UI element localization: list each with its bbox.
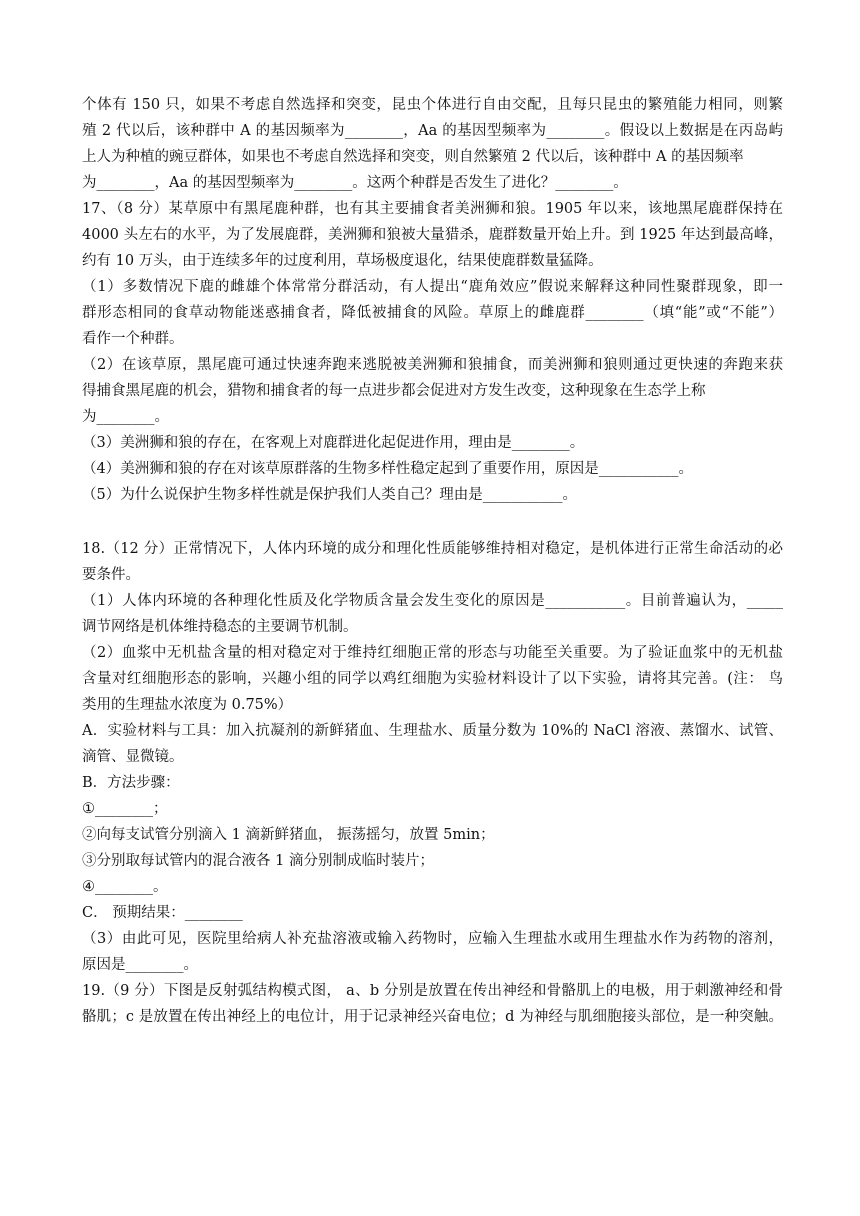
text-line: （3）美洲狮和狼的存在，在客观上对鹿群进化起促进作用，理由是________。 (82, 435, 585, 451)
text-line: 骼肌；c 是放置在传出神经上的电位计，用于记录神经兴奋电位；d 为神经与肌细胞接头部位，是一种突触。 (82, 1009, 783, 1025)
text-line: 类用的生理盐水浓度为 0.75%） (82, 697, 293, 713)
question-19-heading: 19.（9 分）下图是反射弧结构模式图， a、b 分别是放置在传出神经和骨骼肌上的电极，用于刺激神经和骨 (82, 983, 783, 999)
text-line: 要条件。 (82, 567, 140, 583)
text-line: ①________； (82, 801, 168, 817)
text-line: 为________，Aa 的基因型频率为________。这两个种群是否发生了进化？________。 (82, 175, 628, 191)
text-line: 约有 10 万头，由于连续多年的过度利用，草场极度退化，结果使鹿群数量猛降。 (82, 253, 603, 269)
text-line: ②向每支试管分别滴入 1 滴新鲜猪血， 振荡摇匀，放置 5min； (82, 827, 495, 843)
text-line: 看作一个种群。 (82, 331, 184, 347)
text-line: （1）多数情况下鹿的雌雄个体常常分群活动，有人提出“鹿角效应”假说来解释这种同性聚群现象，即一 (82, 279, 783, 295)
text-line: 个体有 150 只，如果不考虑自然选择和突变，昆虫个体进行自由交配，且每只昆虫的繁殖能力相同，则繁 (82, 97, 783, 113)
question-18-heading: 18.（12 分）正常情况下，人体内环境的成分和理化性质能够维持相对稳定，是机体进行正常生命活动的必 (82, 541, 783, 557)
text-line: 上人为种植的豌豆群体，如果也不考虑自然选择和突变，则自然繁殖 2 代以后，该种群中 A 的基因频率 (82, 149, 744, 165)
text-line: ③分别取每试管内的混合液各 1 滴分别制成临时装片； (82, 853, 434, 869)
text-line: B．方法步骤： (82, 775, 180, 791)
text-line: （2）在该草原，黑尾鹿可通过快速奔跑来逃脱被美洲狮和狼捕食，而美洲狮和狼则通过更快速的奔跑来获 (82, 357, 783, 373)
text-line: 4000 头左右的水平，为了发展鹿群，美洲狮和狼被大量猎杀，鹿群数量开始上升。到 1925 年达到最高峰， (82, 227, 783, 243)
text-line: 含量对红细胞形态的影响，兴趣小组的同学以鸡红细胞为实验材料设计了以下实验，请将其完善。(注： 鸟 (82, 671, 783, 687)
text-line: （5）为什么说保护生物多样性就是保护我们人类自己？理由是___________。 (82, 487, 577, 503)
text-line: 殖 2 代以后，该种群中 A 的基因频率为________，Aa 的基因型频率为________。假设以上数据是在丙岛屿 (82, 123, 783, 139)
text-line: （2）血浆中无机盐含量的相对稳定对于维持红细胞正常的形态与功能至关重要。为了验证血浆中的无机盐 (82, 645, 783, 661)
text-line: （3）由此可见，医院里给病人补充盐溶液或输入药物时，应输入生理盐水或用生理盐水作为药物的溶剂， (82, 931, 783, 947)
text-line: A．实验材料与工具：加入抗凝剂的新鲜猪血、生理盐水、质量分数为 10%的 NaCl 溶液、蒸馏水、试管、 (82, 723, 783, 739)
text-line: （4）美洲狮和狼的存在对该草原群落的生物多样性稳定起到了重要作用，原因是___________。 (82, 461, 693, 477)
text-line: （1）人体内环境的各种理化性质及化学物质含量会发生变化的原因是___________。目前普遍认为，_____ (82, 593, 783, 609)
text-line: 调节网络是机体维持稳态的主要调节机制。 (82, 619, 358, 635)
text-line: 群形态相同的食草动物能迷惑捕食者，降低被捕食的风险。草原上的雌鹿群________（填“能”或“不能”） (82, 305, 783, 321)
question-17-heading: 17、（8 分）某草原中有黑尾鹿种群，也有其主要捕食者美洲狮和狼。1905 年以来，该地黑尾鹿群保持在 (82, 201, 783, 217)
text-line: 为________。 (82, 409, 169, 425)
text-line: 原因是________。 (82, 957, 198, 973)
text-line: C． 预期结果：________ (82, 905, 243, 921)
text-line: 滴管、显微镜。 (82, 749, 184, 765)
text-line: 得捕食黑尾鹿的机会，猎物和捕食者的每一点进步都会促进对方发生改变，这种现象在生态学上称 (82, 383, 706, 399)
text-line: ④________。 (82, 879, 168, 895)
